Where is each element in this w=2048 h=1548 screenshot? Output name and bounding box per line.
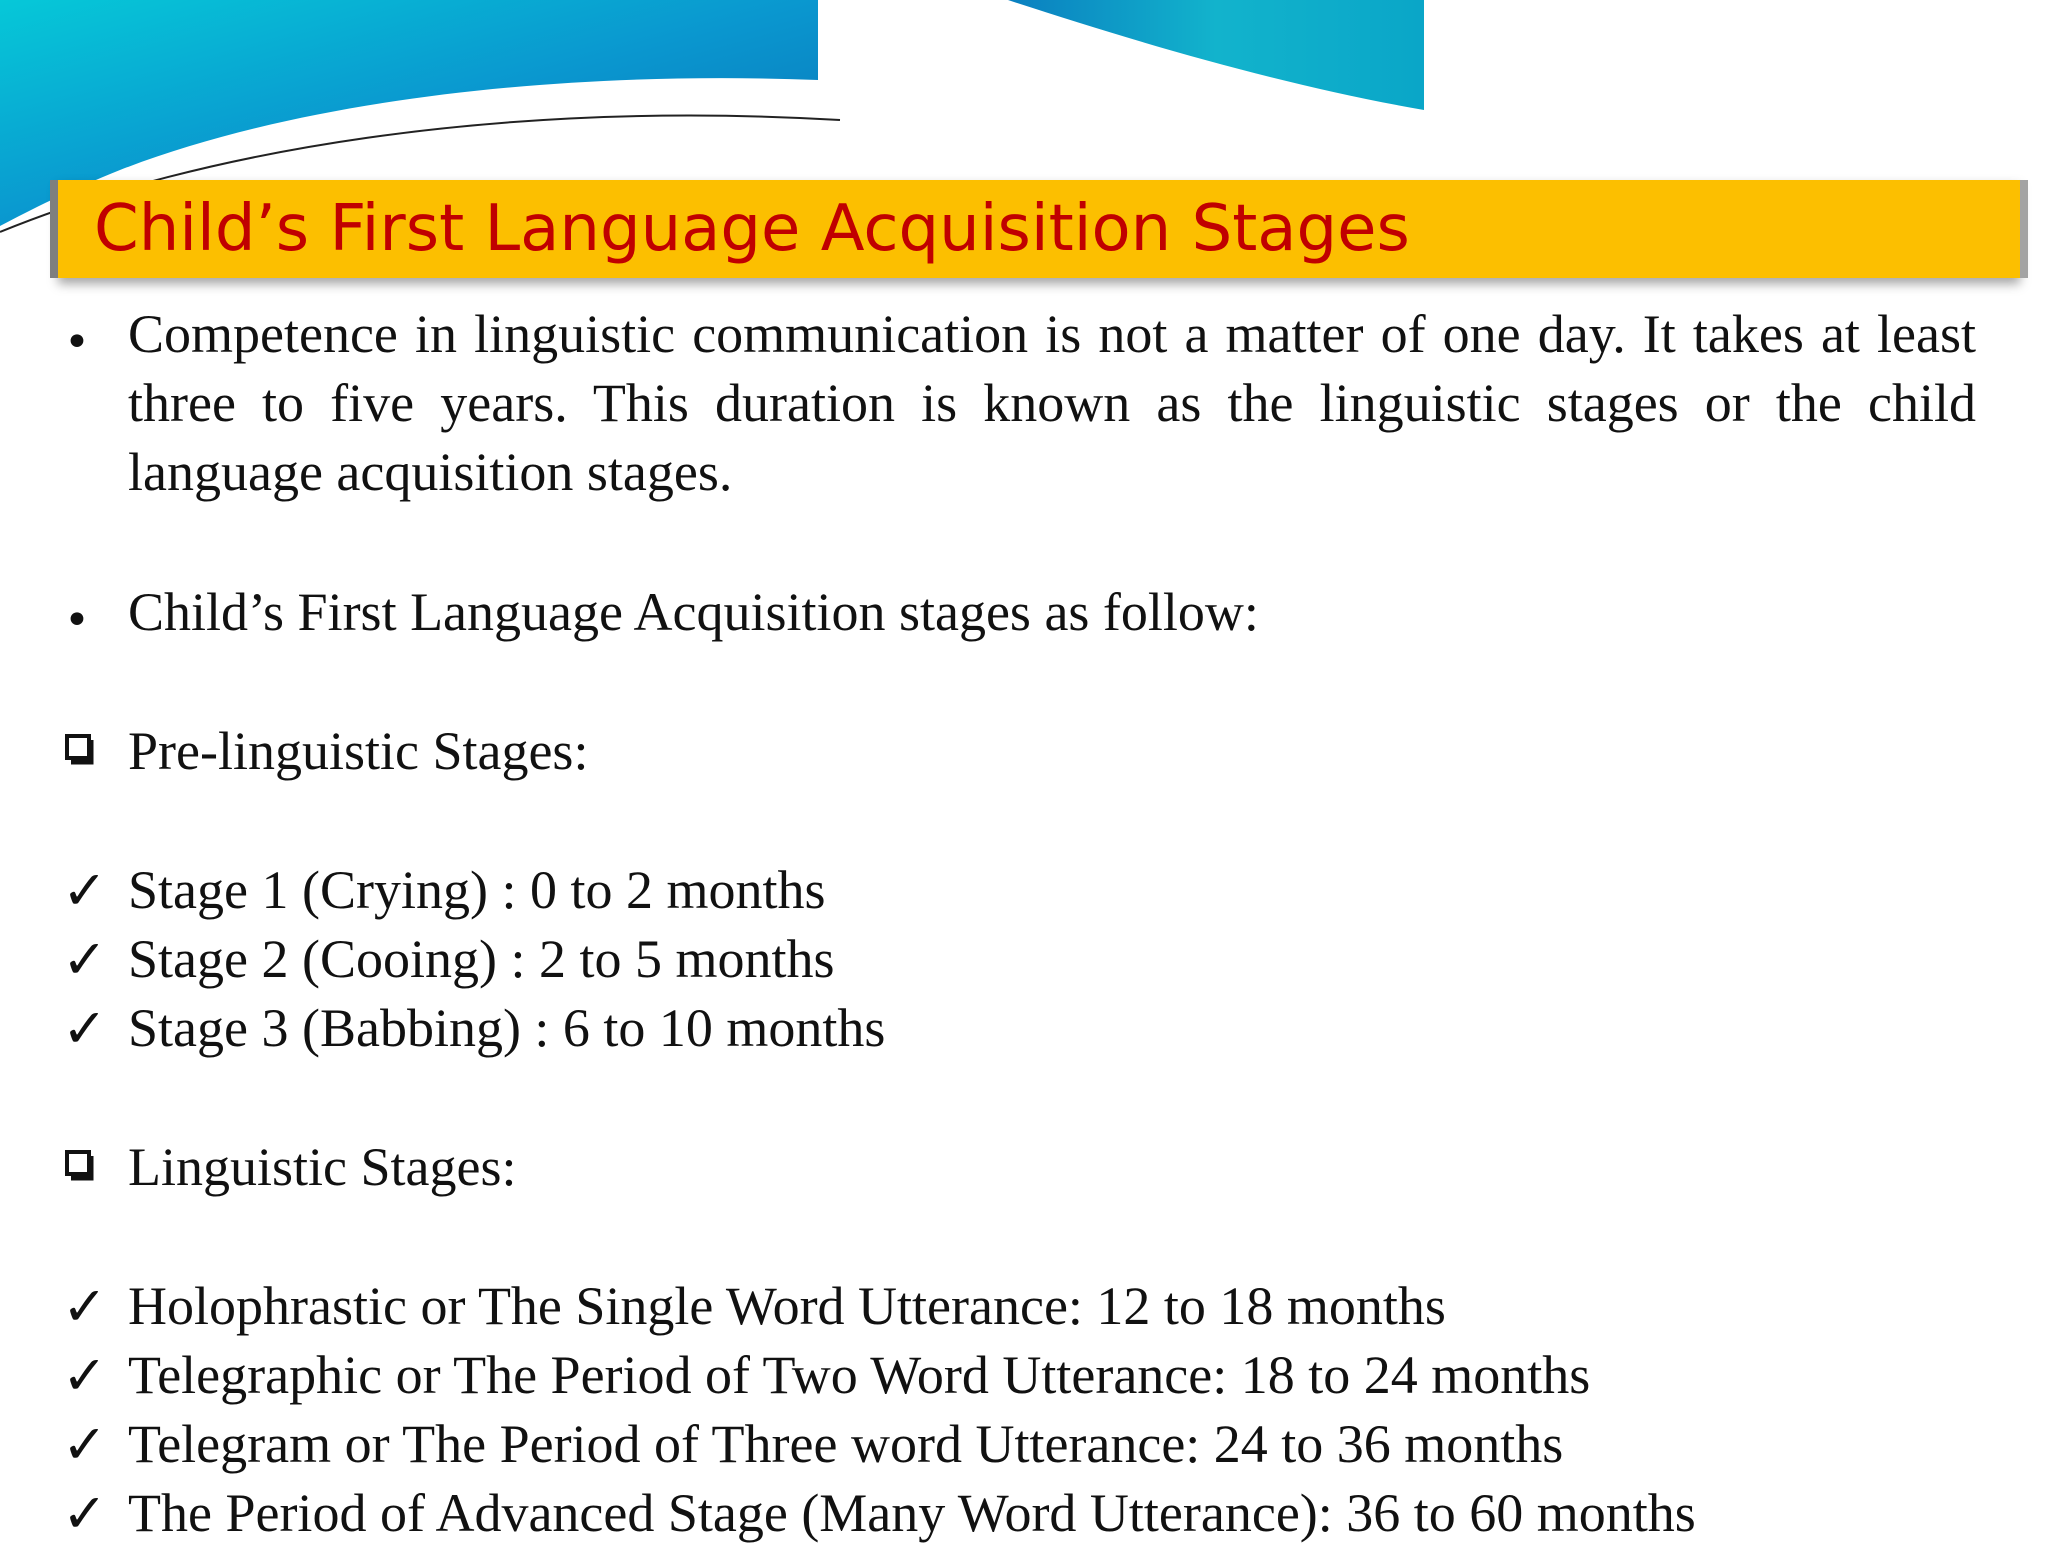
linguistic-heading: Linguistic Stages:	[128, 1137, 517, 1197]
intro-paragraph: Competence in linguistic communication is not a matter of one day. It takes at least three to five years. This duration is known as the linguistic stages or the child language acquisition stages.	[128, 304, 1976, 502]
pre-linguistic-heading: Pre-linguistic Stages:	[128, 721, 589, 781]
stage-item: Stage 3 (Babbing) : 6 to 10 months	[128, 998, 886, 1058]
bullet-dot-icon: •	[64, 317, 90, 368]
checkmark-icon: ✓	[62, 1275, 108, 1338]
stage-item: Stage 1 (Crying) : 0 to 2 months	[128, 860, 826, 920]
checkmark-icon: ✓	[62, 859, 108, 922]
bullet-dot-icon: •	[64, 595, 90, 646]
checkmark-icon: ✓	[62, 1482, 108, 1545]
slide-title: Child’s First Language Acquisition Stages	[94, 192, 1410, 266]
checkmark-icon: ✓	[62, 928, 108, 991]
stage-item: The Period of Advanced Stage (Many Word Utterance): 36 to 60 months	[128, 1483, 1696, 1543]
checkmark-icon: ✓	[62, 1344, 108, 1407]
checkbox-square-icon	[64, 733, 96, 765]
title-bar	[58, 180, 2020, 278]
lead-text: Child’s First Language Acquisition stages as follow:	[128, 582, 1259, 642]
stage-item: Telegraphic or The Period of Two Word Utterance: 18 to 24 months	[128, 1345, 1591, 1405]
stage-item: Holophrastic or The Single Word Utterance: 12 to 18 months	[128, 1276, 1446, 1336]
stage-item: Telegram or The Period of Three word Utterance: 24 to 36 months	[128, 1414, 1564, 1474]
checkmark-icon: ✓	[62, 997, 108, 1060]
checkmark-icon: ✓	[62, 1413, 108, 1476]
stage-item: Stage 2 (Cooing) : 2 to 5 months	[128, 929, 835, 989]
checkbox-square-icon	[64, 1149, 96, 1181]
